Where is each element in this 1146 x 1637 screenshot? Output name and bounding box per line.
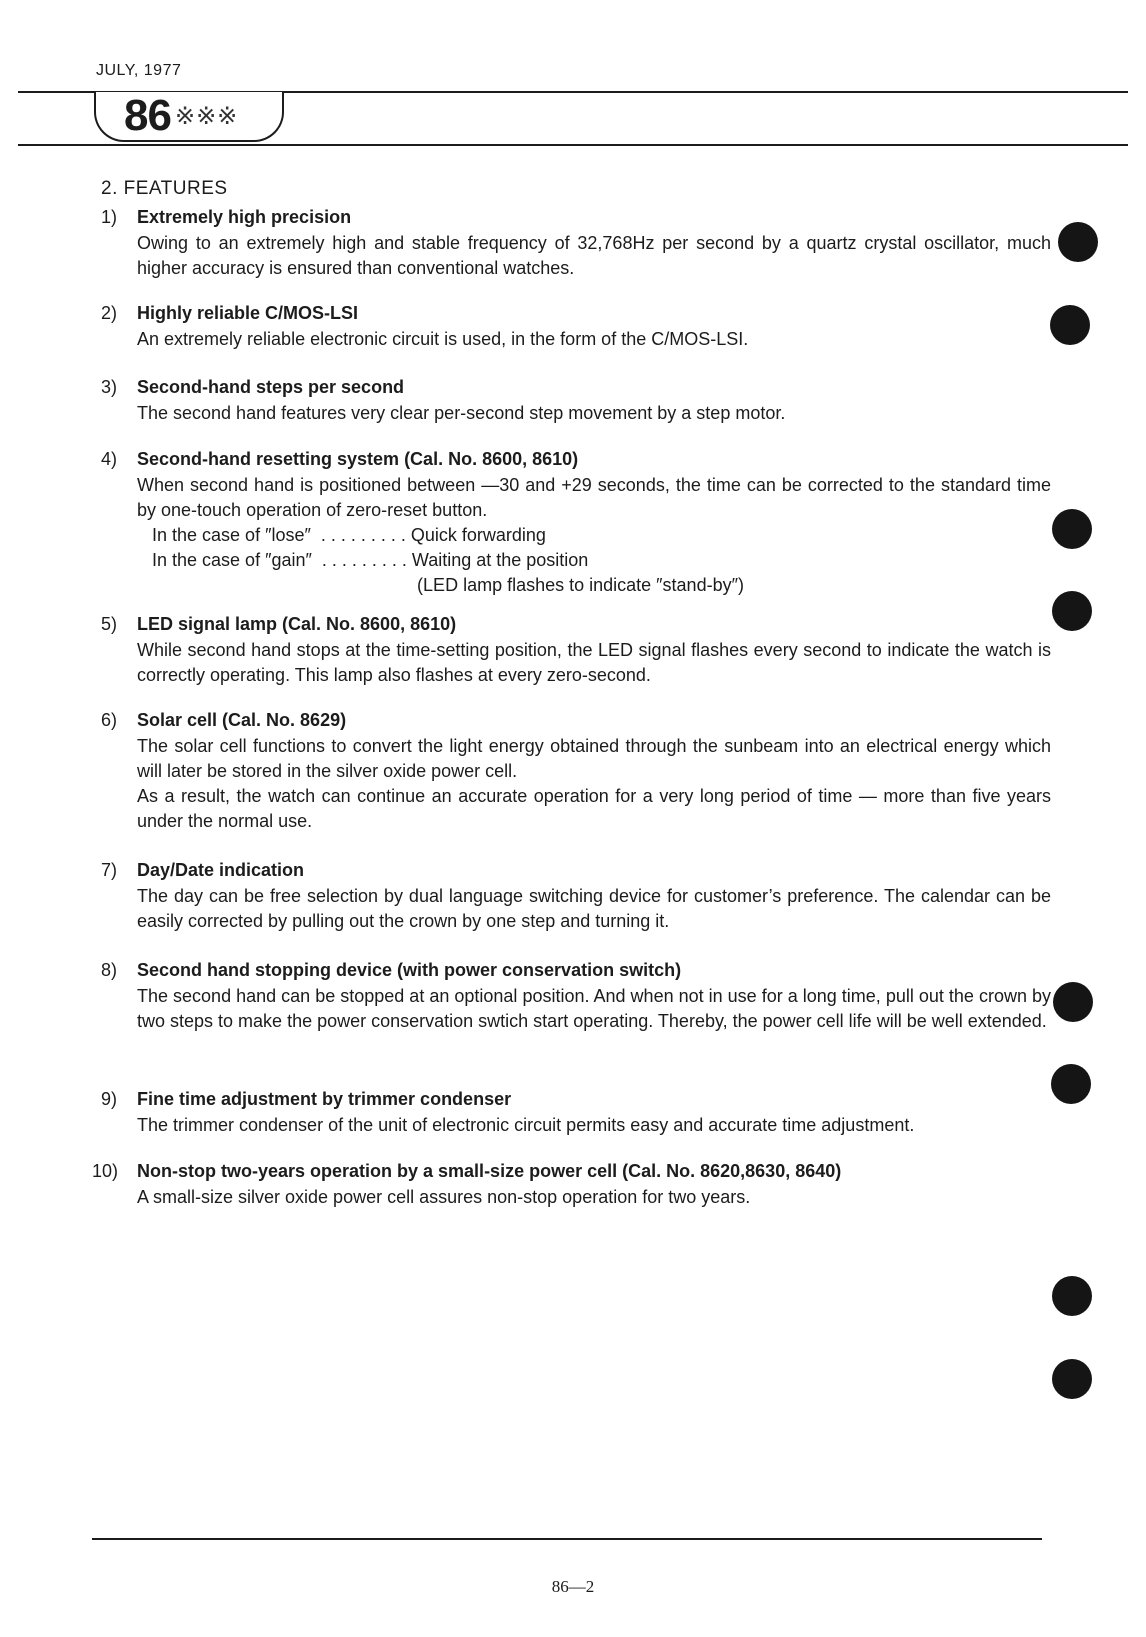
feature-item-8 — [101, 960, 1051, 1034]
item-body: While second hand stops at the time-setting position, the LED signal flashes every second to indicate the watch is correctly operating. This lamp also flashes at every zero-second. — [137, 640, 1051, 685]
feature-item-2 — [101, 303, 1051, 352]
item-number: 9) — [101, 1089, 118, 1109]
punch-hole-icon — [1052, 509, 1092, 549]
feature-item-6 — [101, 710, 1051, 834]
item-body: Owing to an extremely high and stable frequency of 32,768Hz per second by a quartz crystal oscillator, much higher accuracy is ensured than conventional watches. — [137, 233, 1051, 278]
item-heading: Highly reliable C/MOS-LSI — [137, 303, 359, 323]
item-number: 2) — [101, 303, 118, 323]
header-rule-bottom — [18, 144, 1128, 146]
item-heading: Solar cell (Cal. No. 8629) — [137, 710, 347, 730]
feature-item-1 — [101, 207, 1051, 281]
item-heading: Second hand stopping device (with power conservation switch) — [137, 960, 682, 980]
feature-item-5 — [101, 614, 1051, 688]
feature-item-9 — [101, 1089, 1051, 1138]
item-heading: Non-stop two-years operation by a small-size power cell (Cal. No. 8620,8630, 8640) — [137, 1161, 842, 1181]
item-heading: Second-hand steps per second — [137, 377, 405, 397]
item-heading: Fine time adjustment by trimmer condenser — [137, 1089, 512, 1109]
feature-item-7 — [101, 860, 1051, 934]
model-badge — [94, 92, 284, 142]
punch-hole-icon — [1052, 1359, 1092, 1399]
item-body: A small-size silver oxide power cell assures non-stop operation for two years. — [137, 1187, 751, 1207]
item-heading: Extremely high precision — [137, 207, 352, 227]
item-number: 10) — [92, 1161, 119, 1181]
item-number: 5) — [101, 614, 118, 634]
feature-item-3 — [101, 377, 1051, 426]
page-number: 86—2 — [551, 1577, 595, 1596]
item-body: The second hand features very clear per-second step movement by a step motor. — [137, 403, 786, 423]
item-number: 1) — [101, 207, 118, 227]
punch-hole-icon — [1053, 982, 1093, 1022]
section-title: 2. FEATURES — [101, 178, 228, 199]
item-number: 4) — [101, 449, 118, 469]
item-number: 6) — [101, 710, 118, 730]
item-heading: Second-hand resetting system (Cal. No. 8600, 8610) — [137, 449, 579, 469]
punch-hole-icon — [1058, 222, 1098, 262]
item-number: 3) — [101, 377, 118, 397]
item-body: The second hand can be stopped at an optional position. And when not in use for a long time, pull out the crown by two steps to make the power conservation swtich start operating. Thereby, the power cell life will be well extended. — [137, 986, 1051, 1031]
item-body-continued: As a result, the watch can continue an accurate operation for a very long period of time — more than five years under the normal use. — [137, 786, 1051, 831]
item-number: 8) — [101, 960, 118, 980]
punch-hole-icon — [1050, 305, 1090, 345]
case-line-lose: In the case of ″lose″ . . . . . . . . . Quick forwarding — [137, 525, 546, 545]
case-line-gain: In the case of ″gain″ . . . . . . . . . Waiting at the position — [137, 550, 589, 570]
punch-hole-icon — [1052, 591, 1092, 631]
case-line-led-note: (LED lamp flashes to indicate ″stand-by″) — [137, 575, 744, 595]
item-number: 7) — [101, 860, 118, 880]
item-body: The day can be free selection by dual language switching device for customer’s preference. The calendar can be easily corrected by pulling out the crown by one step and turning it. — [137, 886, 1051, 931]
item-heading: LED signal lamp (Cal. No. 8600, 8610) — [137, 614, 457, 634]
item-body: The solar cell functions to convert the light energy obtained through the sunbeam into an electrical energy which will later be stored in the silver oxide power cell. — [137, 736, 1051, 781]
punch-hole-icon — [1051, 1064, 1091, 1104]
item-body: When second hand is positioned between —30 and +29 seconds, the time can be corrected to the standard time by one-touch operation of zero-reset button. — [137, 475, 1051, 520]
feature-item-4 — [101, 449, 1051, 598]
punch-hole-icon — [1052, 1276, 1092, 1316]
footer-rule — [92, 1538, 1042, 1540]
item-body: The trimmer condenser of the unit of electronic circuit permits easy and accurate time adjustment. — [137, 1115, 915, 1135]
item-heading: Day/Date indication — [137, 860, 305, 880]
feature-item-10 — [92, 1161, 1042, 1210]
item-body: An extremely reliable electronic circuit is used, in the form of the C/MOS-LSI. — [137, 329, 749, 349]
model-suffix: ※※※ — [174, 102, 239, 130]
document-date: JULY, 1977 — [96, 62, 182, 79]
model-number: 86 — [124, 91, 171, 140]
